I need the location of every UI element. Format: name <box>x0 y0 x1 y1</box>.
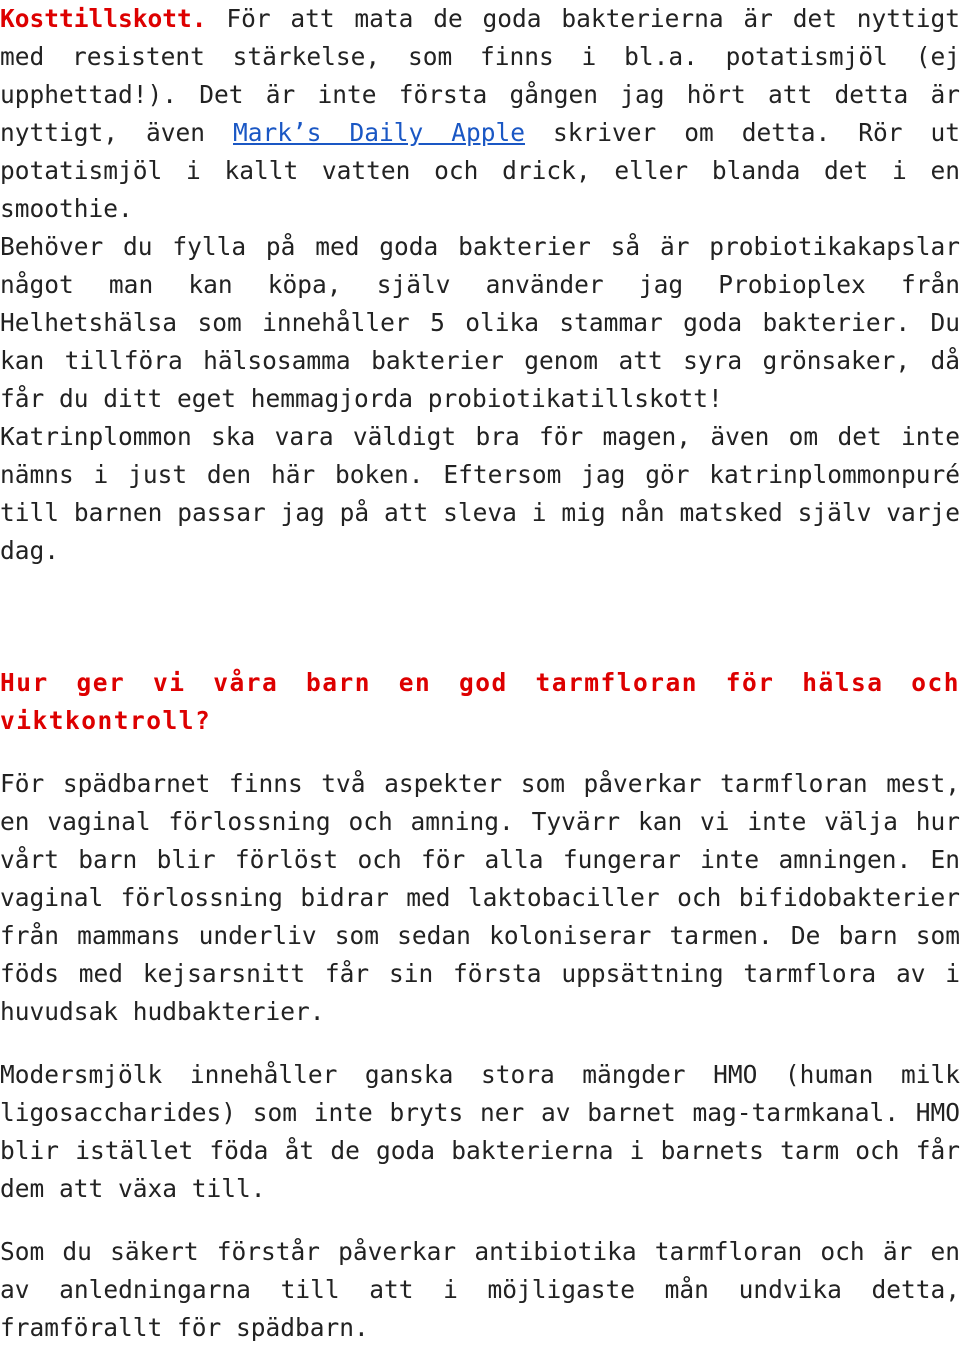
paragraph-text: skriver om detta. Rör ut potatismjöl i kallt vatten och drick, eller blanda det i en smoothie. <box>0 118 960 223</box>
spacer <box>0 1208 960 1233</box>
paragraph-antibiotics: Som du säkert förstår påverkar antibiotika tarmfloran och är en av anledningarna till att i möjligaste mån undvika detta, framförallt för spädbarn. <box>0 1237 960 1342</box>
paragraph-text: För att mata de goda bakterierna är det nyttigt med resistent stärkelse, som finns i bl.a. potatismjöl (ej upphettad!). Det är inte första gången jag hört att detta är nyttigt, även <box>0 4 960 147</box>
section-heading: Hur ger vi våra barn en god tarmfloran för hälsa och viktkontroll? <box>0 668 960 735</box>
spacer <box>0 1031 960 1056</box>
spacer <box>0 740 960 765</box>
spacer <box>0 570 960 664</box>
paragraph-probiotics: Behöver du fylla på med goda bakterier så är probiotikakapslar något man kan köpa, själv använder jag Probioplex från Helhetshälsa som innehåller 5 olika stammar goda bakterier. Du kan tillföra hälsosamma bakterier genom att syra grönsaker, då får du ditt eget hemmagjorda probiotikatillskott! <box>0 232 960 413</box>
marks-daily-apple-link[interactable]: Mark’s Daily Apple <box>233 118 525 147</box>
paragraph-lead: Kosttillskott. <box>0 4 207 33</box>
paragraph-breast-milk: Modersmjölk innehåller ganska stora mängder HMO (human milk ligosaccharides) som inte bryts ner av barnet mag-tarmkanal. HMO blir istället föda åt de goda bakterierna i barnets tarm och får dem att växa till. <box>0 1060 960 1203</box>
paragraph-kosttillskott <box>0 0 960 228</box>
paragraph-infant-aspects: För spädbarnet finns två aspekter som påverkar tarmfloran mest, en vaginal förlossning och amning. Tyvärr kan vi inte välja hur vårt barn blir förlöst och för alla fungerar inte amningen. En vaginal förlossning bidrar med laktobaciller och bifidobakterier från mammans underliv som sedan koloniserar tarmen. De barn som föds med kejsarsnitt får sin första uppsättning tarmflora av i huvudsak hudbakterier. <box>0 769 960 1026</box>
paragraph-prunes: Katrinplommon ska vara väldigt bra för magen, även om det inte nämns i just den här boken. Eftersom jag gör katrinplommonpuré till barnen passar jag på att sleva i mig nån matsked själv varje dag. <box>0 422 960 565</box>
